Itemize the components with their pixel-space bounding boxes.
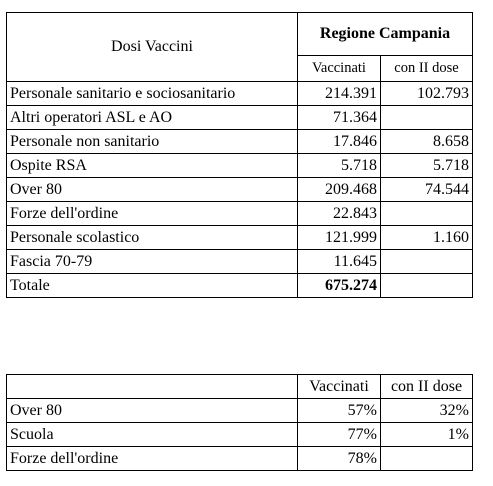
- table-title: Dosi Vaccini: [111, 38, 193, 55]
- row-vaccinati: 214.391: [298, 82, 381, 106]
- row-second-dose: 5.718: [381, 154, 473, 178]
- row-vaccinati: 17.846: [298, 130, 381, 154]
- coverage-header-label: [7, 375, 298, 399]
- table-row: [7, 447, 473, 471]
- table-row: [7, 423, 473, 447]
- row-vaccinati: 71.364: [298, 106, 381, 130]
- row-second-dose: [381, 447, 473, 471]
- table-row: [7, 226, 473, 250]
- row-second-dose: 32%: [381, 399, 473, 423]
- table-row: [7, 154, 473, 178]
- coverage-col-vaccinati: Vaccinati: [298, 375, 381, 399]
- coverage-col-second-dose: con II dose: [381, 375, 473, 399]
- row-second-dose: 8.658: [381, 130, 473, 154]
- table-row: [7, 82, 473, 106]
- row-second-dose: 1%: [381, 423, 473, 447]
- region-header: Regione Campania: [298, 13, 473, 56]
- row-label: Forze dell'ordine: [7, 447, 298, 471]
- table-title-cell: [7, 13, 298, 82]
- row-vaccinati: 77%: [298, 423, 381, 447]
- total-vaccinati: 675.274: [298, 274, 381, 298]
- row-label: Over 80: [7, 178, 298, 202]
- table-row: [7, 399, 473, 423]
- row-vaccinati: 121.999: [298, 226, 381, 250]
- row-vaccinati: 22.843: [298, 202, 381, 226]
- row-vaccinati: 209.468: [298, 178, 381, 202]
- col-header-second-dose: con II dose: [381, 56, 473, 82]
- row-vaccinati: 11.645: [298, 250, 381, 274]
- row-vaccinati: 78%: [298, 447, 381, 471]
- row-second-dose: 74.544: [381, 178, 473, 202]
- table-row: [7, 250, 473, 274]
- coverage-table: [6, 374, 473, 471]
- row-second-dose: [381, 202, 473, 226]
- total-row: [7, 274, 473, 298]
- table-row: [7, 130, 473, 154]
- row-vaccinati: 5.718: [298, 154, 381, 178]
- row-label: Ospite RSA: [7, 154, 298, 178]
- table-row: [7, 178, 473, 202]
- row-label: Personale sanitario e sociosanitario: [7, 82, 298, 106]
- row-second-dose: [381, 106, 473, 130]
- row-label: Scuola: [7, 423, 298, 447]
- total-label: Totale: [7, 274, 298, 298]
- row-vaccinati: 57%: [298, 399, 381, 423]
- row-second-dose: 102.793: [381, 82, 473, 106]
- row-label: Fascia 70-79: [7, 250, 298, 274]
- table-row: [7, 106, 473, 130]
- table-row: [7, 202, 473, 226]
- row-label: Personale scolastico: [7, 226, 298, 250]
- row-second-dose: 1.160: [381, 226, 473, 250]
- col-header-vaccinati: Vaccinati: [298, 56, 381, 82]
- row-label: Forze dell'ordine: [7, 202, 298, 226]
- row-label: Personale non sanitario: [7, 130, 298, 154]
- row-second-dose: [381, 250, 473, 274]
- row-label: Over 80: [7, 399, 298, 423]
- total-second-dose: [381, 274, 473, 298]
- doses-table: [6, 12, 473, 298]
- row-label: Altri operatori ASL e AO: [7, 106, 298, 130]
